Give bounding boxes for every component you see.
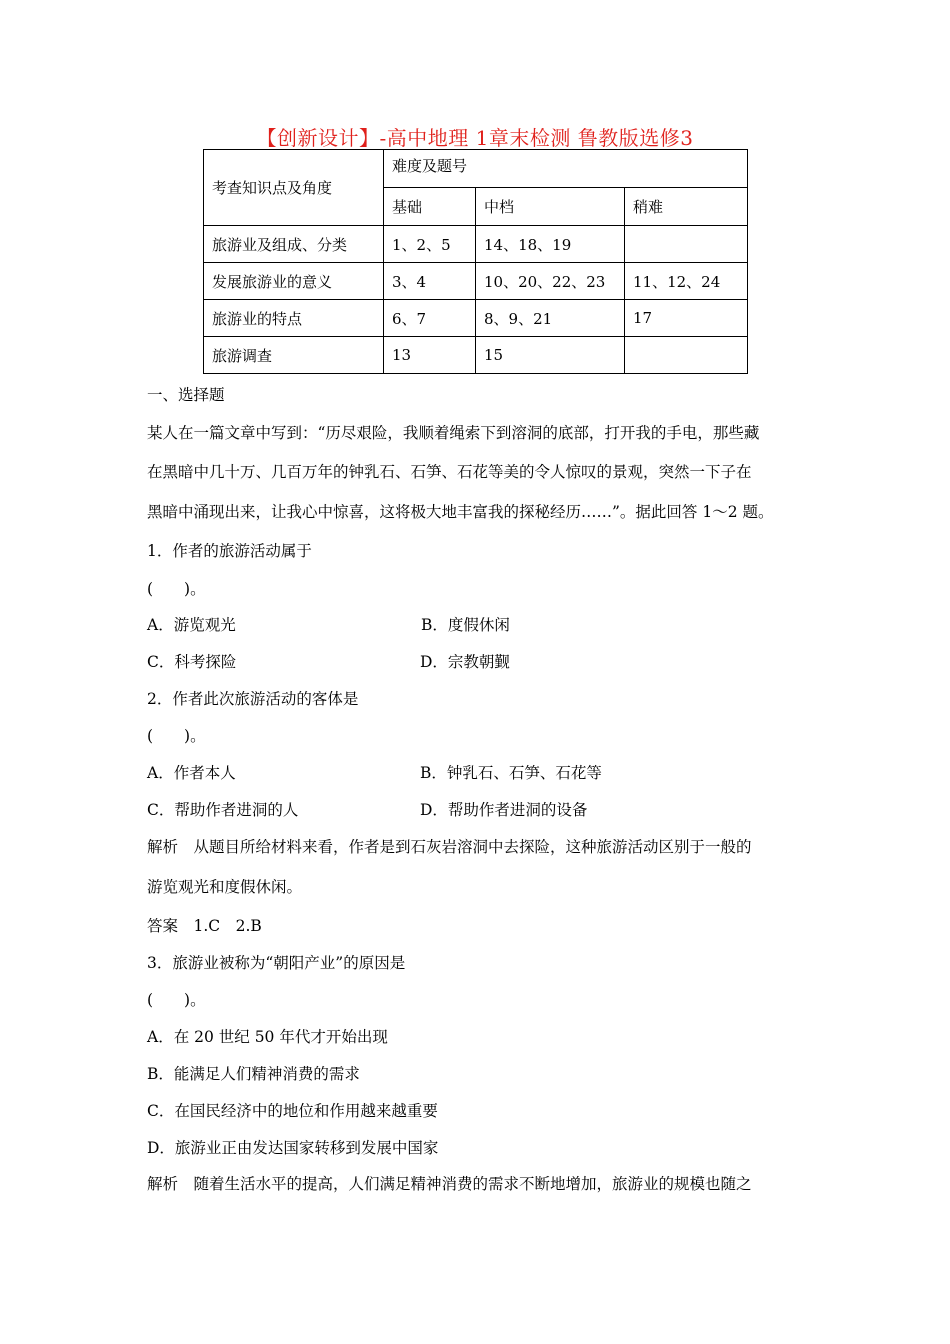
analysis-line: 解析 从题目所给材料来看，作者是到石灰岩溶洞中去探险，这种旅游活动区别于一般的 (147, 838, 752, 856)
question-2-options-row1 (147, 761, 807, 783)
question-1-stem: 1．作者的旅游活动属于 (147, 542, 312, 560)
row-hard (625, 337, 748, 374)
passage-line: 在黑暗中几十万、几百万年的钟乳石、石笋、石花等美的令人惊叹的景观，突然一下子在 (147, 463, 752, 481)
header-medium: 中档 (476, 188, 625, 226)
header-hard: 稍难 (625, 188, 748, 226)
header-topic: 考查知识点及角度 (204, 150, 384, 226)
option-a: A．作者本人 (147, 764, 236, 782)
row-medium: 8、9、21 (476, 300, 625, 337)
question-2-stem: 2．作者此次旅游活动的客体是 (147, 690, 359, 708)
option-b: B．钟乳石、石笋、石花等 (420, 764, 602, 782)
option-c: C．科考探险 (147, 653, 237, 671)
row-medium: 15 (476, 337, 625, 374)
row-topic: 旅游调查 (204, 337, 384, 374)
row-basic: 1、2、5 (384, 226, 476, 263)
passage-line: 某人在一篇文章中写到：“历尽艰险，我顺着绳索下到溶洞的底部，打开我的手电，那些藏 (147, 424, 760, 442)
option-d: D．旅游业正由发达国家转移到发展中国家 (147, 1139, 439, 1157)
document-title: 【创新设计】-高中地理 1章末检测 鲁教版选修3 (256, 126, 694, 150)
option-c: C．在国民经济中的地位和作用越来越重要 (147, 1102, 438, 1120)
analysis-line: 解析 随着生活水平的提高，人们满足精神消费的需求不断地增加，旅游业的规模也随之 (147, 1175, 752, 1193)
table-row (204, 263, 748, 300)
option-c: C．帮助作者进洞的人 (147, 801, 299, 819)
row-topic: 旅游业及组成、分类 (204, 226, 384, 263)
header-basic: 基础 (384, 188, 476, 226)
question-2-options-row2 (147, 798, 807, 820)
row-basic: 6、7 (384, 300, 476, 337)
question-1-options-row1 (147, 613, 510, 635)
section-title: 一、选择题 (147, 386, 225, 404)
option-d: D．宗教朝觐 (420, 653, 510, 671)
row-basic: 13 (384, 337, 476, 374)
row-medium: 10、20、22、23 (476, 263, 625, 300)
row-hard: 11、12、24 (625, 263, 748, 300)
question-3-stem: 3．旅游业被称为“朝阳产业”的原因是 (147, 954, 406, 972)
option-b: B．能满足人们精神消费的需求 (147, 1065, 360, 1083)
analysis-line: 游览观光和度假休闲。 (147, 878, 303, 896)
answer-line: 答案 1.C 2.B (147, 917, 262, 935)
question-3-blank: ( )。 (147, 991, 206, 1009)
option-a: A．游览观光 (147, 616, 236, 634)
row-basic: 3、4 (384, 263, 476, 300)
passage-line: 黑暗中涌现出来，让我心中惊喜，这将极大地丰富我的探秘经历……”。据此回答 1～2 题。 (147, 503, 774, 521)
row-hard: 17 (625, 300, 748, 337)
knowledge-table (203, 149, 748, 374)
table-row (204, 300, 748, 337)
option-a: A．在 20 世纪 50 年代才开始出现 (147, 1028, 388, 1046)
row-topic: 发展旅游业的意义 (204, 263, 384, 300)
option-b: B．度假休闲 (421, 616, 510, 634)
header-difficulty: 难度及题号 (384, 150, 748, 188)
row-medium: 14、18、19 (476, 226, 625, 263)
question-2-blank: ( )。 (147, 727, 206, 745)
question-1-options-row2 (147, 650, 510, 672)
table-row (204, 226, 748, 263)
question-1-blank: ( )。 (147, 580, 206, 598)
row-topic: 旅游业的特点 (204, 300, 384, 337)
row-hard (625, 226, 748, 263)
option-d: D．帮助作者进洞的设备 (420, 801, 588, 819)
table-row (204, 337, 748, 374)
